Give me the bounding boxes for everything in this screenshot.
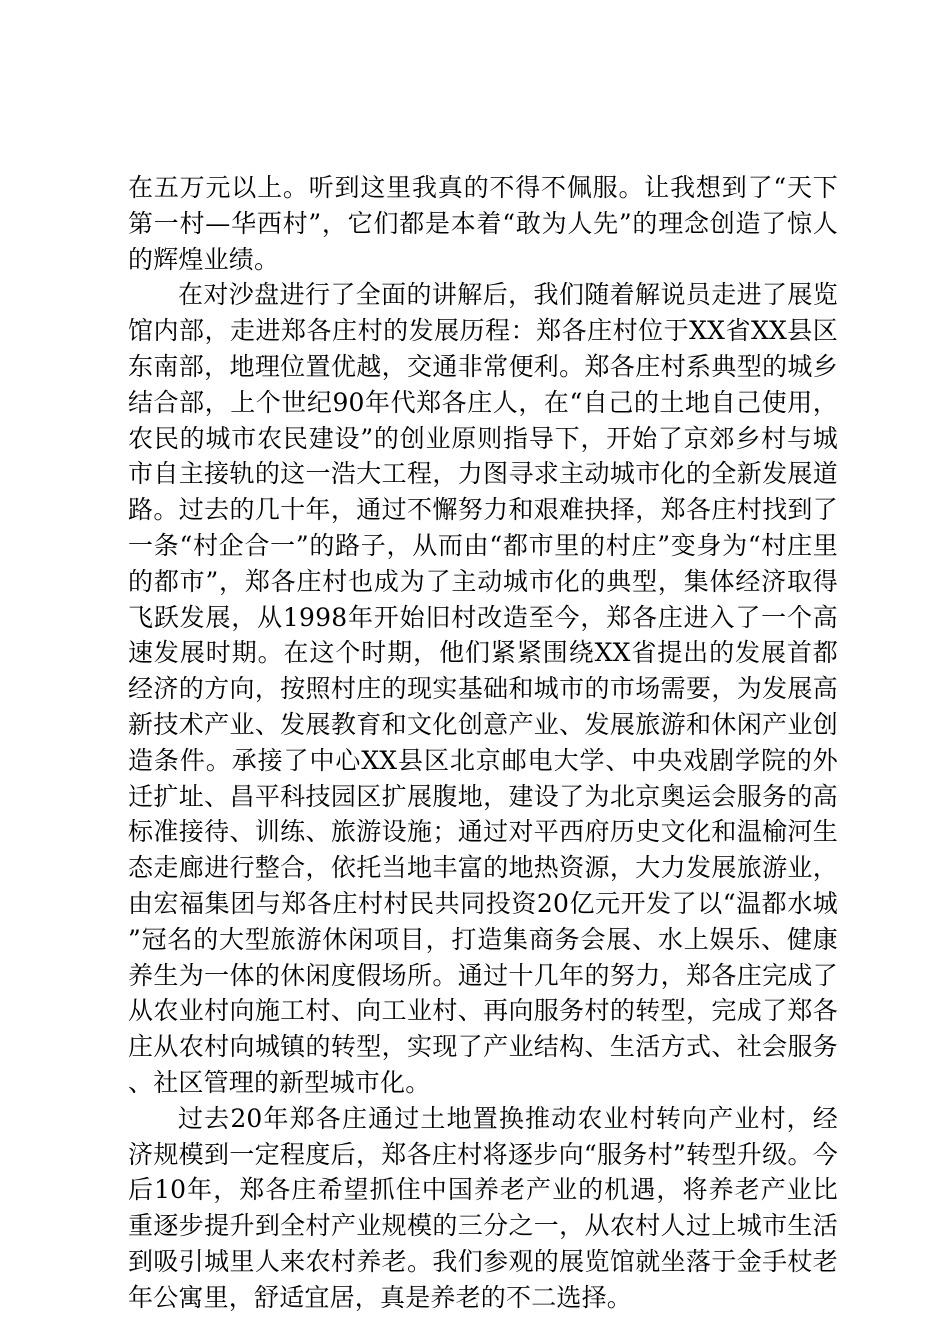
document-body (128, 170, 838, 1316)
paragraph-2: 在对沙盘进行了全面的讲解后，我们随着解说员走进了展览馆内部，走进郑各庄村的发展历程：郑各庄村位于XX省XX县区东南部，地理位置优越，交通非常便利。郑各庄村系典型的城乡结合部，上个世纪90年代郑各庄人，在“自己的土地自己使用，农民的城市农民建设”的创业原则指导下，开始了京郊乡村与城市自主接轨的这一浩大工程，力图寻求主动城市化的全新发展道路。过去的几十年，通过不懈努力和艰难抉择，郑各庄村找到了一条“村企合一”的路子，从而由“都市里的村庄”变身为“村庄里的都市”，郑各庄村也成为了主动城市化的典型，集体经济取得飞跃发展，从1998年开始旧村改造至今，郑各庄进入了一个高速发展时期。在这个时期，他们紧紧围绕XX省提出的发展首都经济的方向，按照村庄的现实基础和城市的市场需要，为发展高新技术产业、发展教育和文化创意产业、发展旅游和休闲产业创造条件。承接了中心XX县区北京邮电大学、中央戏剧学院的外迁扩址、昌平科技园区扩展腹地，建设了为北京奥运会服务的高标准接待、训练、旅游设施；通过对平西府历史文化和温榆河生态走廊进行整合，依托当地丰富的地热资源，大力发展旅游业，由宏福集团与郑各庄村村民共同投资20亿元开发了以“温都水城”冠名的大型旅游休闲项目，打造集商务会展、水上娱乐、健康养生为一体的休闲度假场所。通过十几年的努力，郑各庄完成了从农业村向施工村、向工业村、再向服务村的转型，完成了郑各庄从农村向城镇的转型，实现了产业结构、生活方式、社会服务、社区管理的新型城市化。 (128, 280, 838, 1097)
paragraph-1: 在五万元以上。听到这里我真的不得不佩服。让我想到了“天下第一村—华西村”，它们都是本着“敢为人先”的理念创造了惊人的辉煌业绩。 (128, 173, 838, 274)
paragraph-3: 过去20年郑各庄通过土地置换推动农业村转向产业村，经济规模到一定程度后，郑各庄村将逐步向“服务村”转型升级。今后10年，郑各庄希望抓住中国养老产业的机遇，将养老产业比重逐步提升到全村产业规模的三分之一，从农村人过上城市生活到吸引城里人来农村养老。我们参观的展览馆就坐落于金手杖老年公寓里，舒适宜居，真是养老的不二选择。 (128, 1103, 838, 1312)
